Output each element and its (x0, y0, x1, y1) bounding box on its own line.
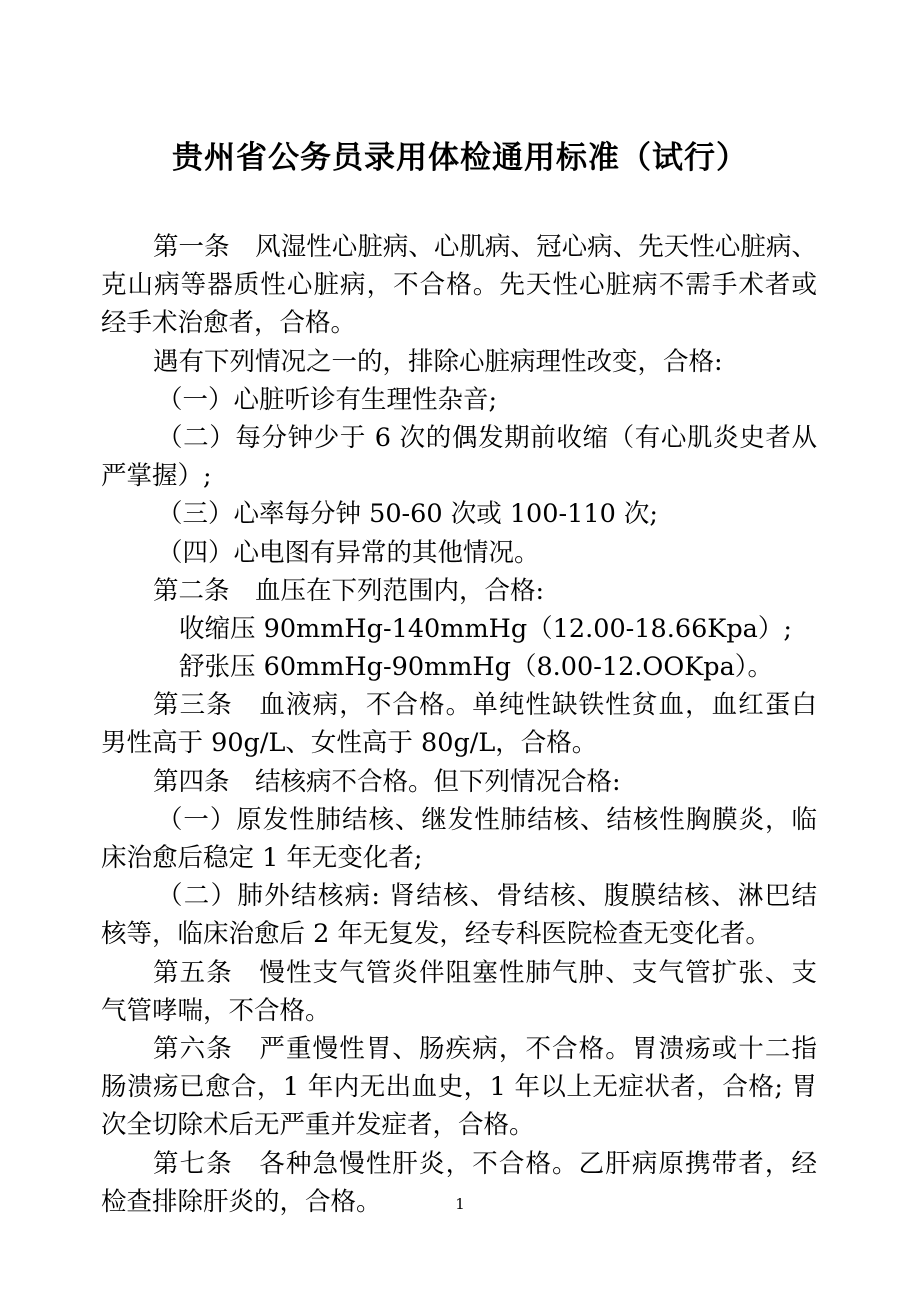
article-3-line-2: 男性高于 90g/L、女性高于 80g/L，合格。 (101, 728, 598, 759)
article-4-item-2-line-2: 核等，临床治愈后 2 年无复发，经专科医院检查无变化者。 (101, 919, 771, 950)
article-1-item-4: （四）心电图有异常的其他情况。 (157, 537, 540, 568)
article-1-line-2: 克山病等器质性心脏病，不合格。先天性心脏病不需手术者或 (101, 270, 817, 301)
article-5-line-1: 第五条 慢性支气管炎伴阻塞性肺气肿、支气管扩张、支 (153, 957, 817, 988)
article-1-item-2-line-2: 严掌握）; (101, 461, 212, 492)
article-1-exception-intro: 遇有下列情况之一的，排除心脏病理性改变，合格: (153, 346, 723, 377)
article-4-line-1: 第四条 结核病不合格。但下列情况合格: (153, 766, 621, 797)
article-6-line-2: 肠溃疡已愈合，1 年内无出血史，1 年以上无症状者，合格; 胃 (101, 1072, 817, 1103)
article-4-item-2-line-1: （二）肺外结核病: 肾结核、骨结核、腹膜结核、淋巴结 (157, 881, 817, 912)
article-2-systolic: 收缩压 90mmHg-140mmHg（12.00-18.66Kpa）; (179, 613, 792, 644)
article-6-line-3: 次全切除术后无严重并发症者，合格。 (101, 1110, 535, 1141)
article-2-diastolic: 舒张压 60mmHg-90mmHg（8.00-12.OOKpa）。 (179, 652, 774, 683)
document-title: 贵州省公务员录用体检通用标准（试行） (172, 140, 748, 176)
article-1-line-3: 经手术治愈者，合格。 (101, 308, 357, 339)
article-3-line-1: 第三条 血液病，不合格。单纯性缺铁性贫血，血红蛋白 (153, 690, 817, 721)
article-6-line-1: 第六条 严重慢性胃、肠疾病，不合格。胃溃疡或十二指 (153, 1033, 817, 1064)
article-4-item-1-line-2: 床治愈后稳定 1 年无变化者; (101, 843, 423, 873)
article-1-item-1: （一）心脏听诊有生理性杂音; (157, 384, 498, 415)
article-1-item-2-line-1: （二）每分钟少于 6 次的偶发期前收缩（有心肌炎史者从 (157, 422, 817, 453)
article-2-line-1: 第二条 血压在下列范围内，合格: (153, 575, 545, 606)
article-1-line-1: 第一条 风湿性心脏病、心肌病、冠心病、先天性心脏病、 (153, 232, 817, 262)
article-4-item-1-line-1: （一）原发性肺结核、继发性肺结核、结核性胸膜炎，临 (157, 804, 817, 835)
article-1-item-3: （三）心率每分钟 50-60 次或 100-110 次; (157, 499, 658, 530)
article-5-line-2: 气管哮喘，不合格。 (101, 995, 331, 1026)
article-7-line-1: 第七条 各种急慢性肝炎，不合格。乙肝病原携带者，经 (153, 1148, 817, 1179)
document-body (101, 228, 817, 1221)
page-number: 1 (455, 1195, 465, 1213)
article-7-line-2: 检查排除肝炎的，合格。 (101, 1186, 382, 1217)
